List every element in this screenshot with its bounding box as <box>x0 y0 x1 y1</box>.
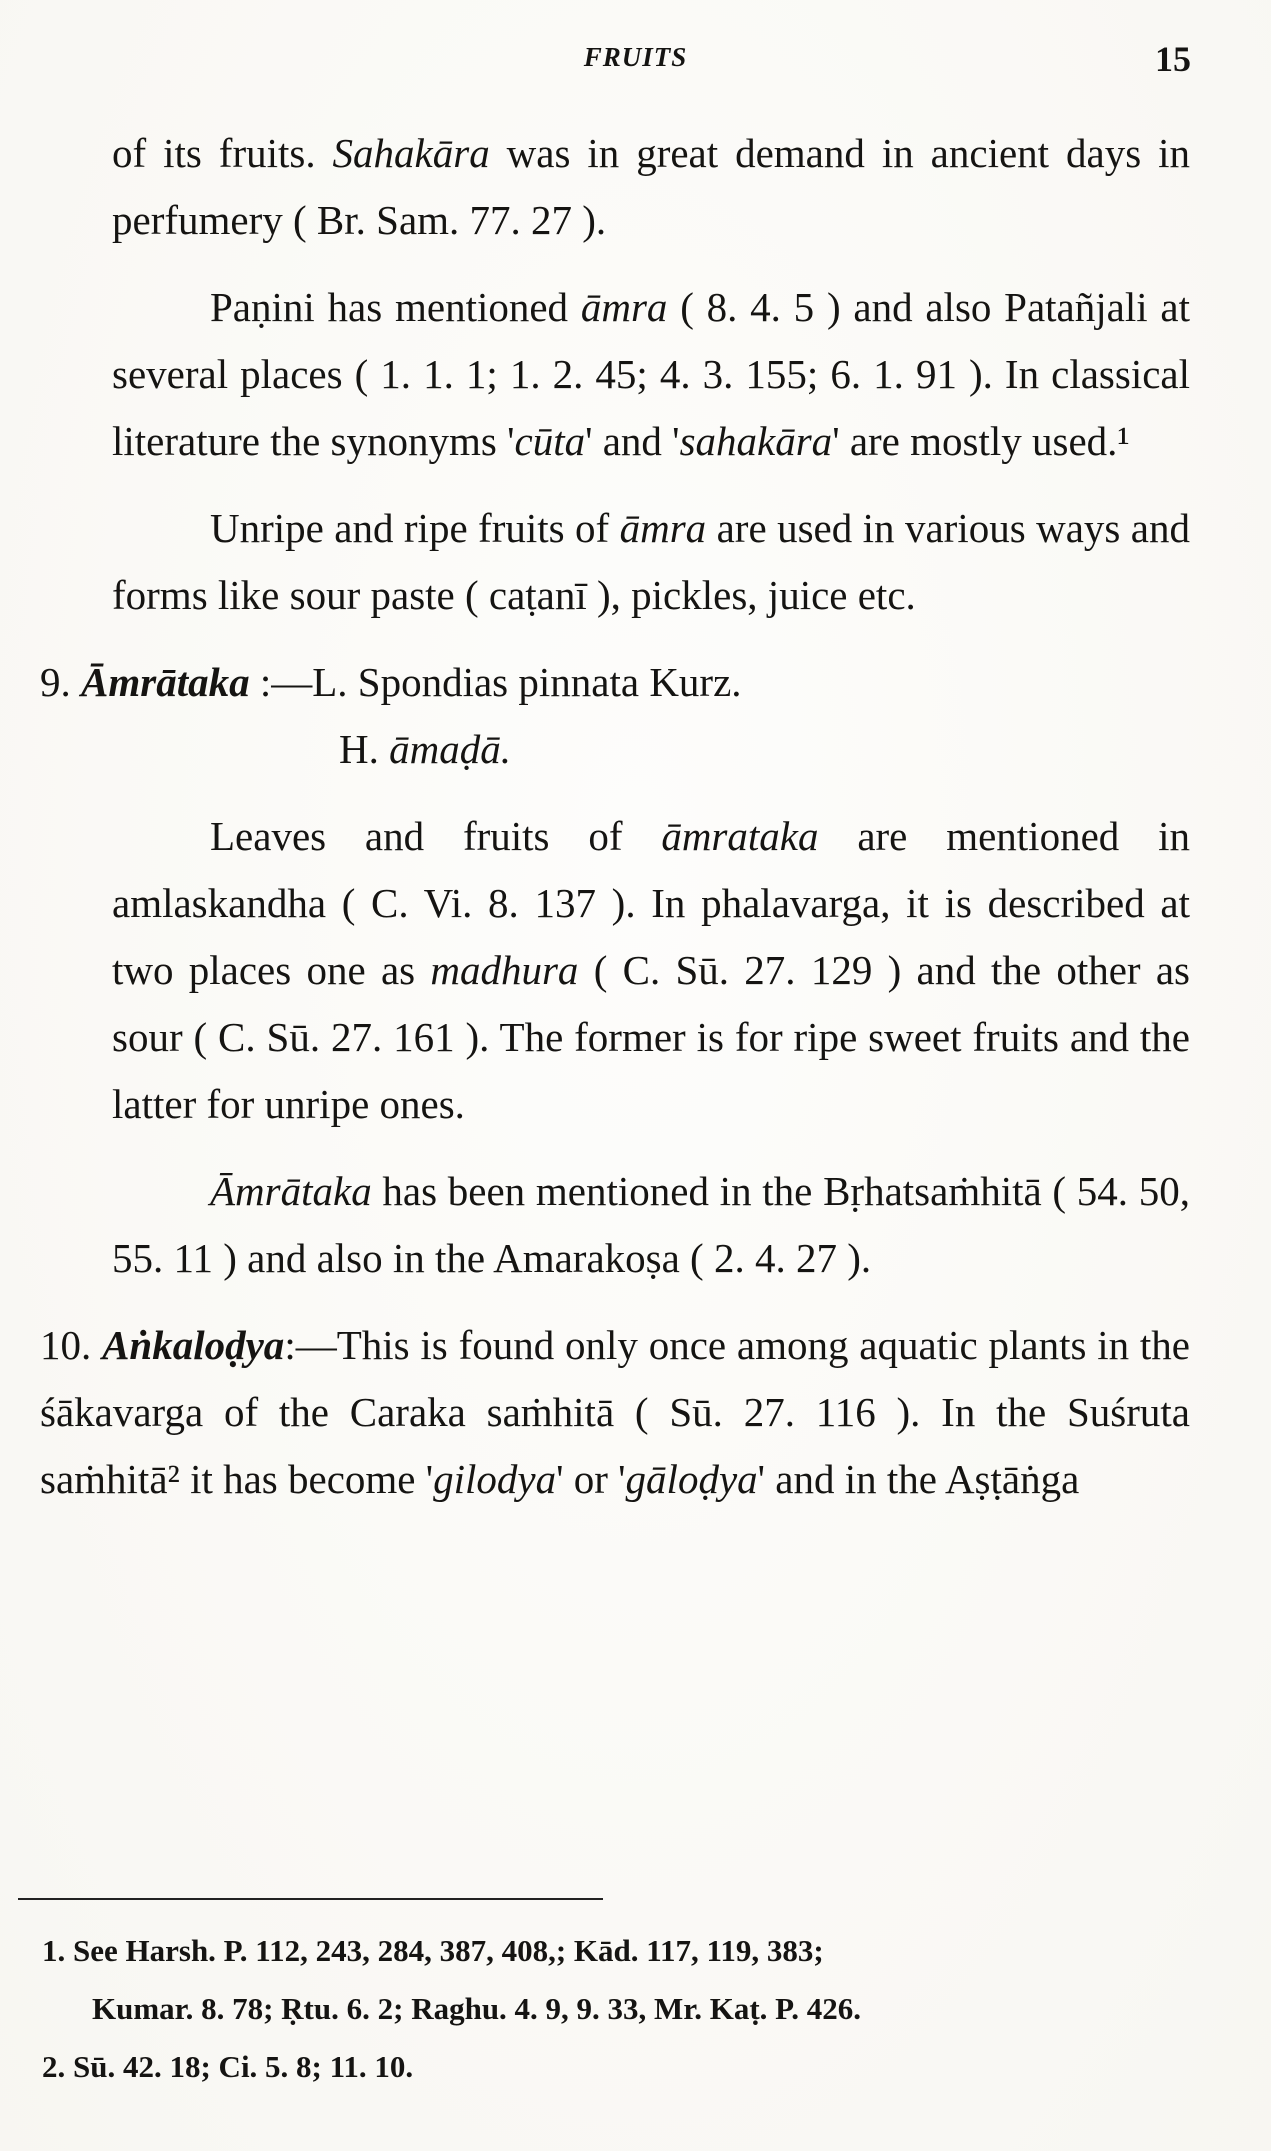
footnote-2: 2. Sū. 42. 18; Ci. 5. 8; 11. 10. <box>42 2049 414 2084</box>
paragraph-amrataka-mentions: Āmrātaka has been mentioned in the Bṛhatsaṁhitā ( 54. 50, 55. 11 ) and also in the Amarakoṣa ( 2. 4. 27 ). <box>112 1168 1190 1281</box>
hindi-label: H. <box>339 726 379 772</box>
italic-term: āmra <box>619 505 707 551</box>
italic-term: āmrataka <box>661 813 819 859</box>
entry-separator: :— <box>284 1322 337 1368</box>
entry-term: Āmrātaka <box>81 659 250 705</box>
footnote-1-line-1: 1. See Harsh. P. 112, 243, 284, 387, 408,; Kād. 117, 119, 383; <box>42 1933 824 1968</box>
paragraph-amrataka-leaves: Leaves and fruits of āmrataka are mentioned in amlaskandha ( C. Vi. 8. 137 ). In phalavarga, it is described at two places one as madhura ( C. Sū. 27. 129 ) and the other as sour ( C. Sū. 27. 161 ). The former is for ripe sweet fruits and the latter for unripe ones. <box>112 813 1190 1127</box>
entry-number: 10. <box>40 1322 92 1368</box>
italic-term: cūta <box>514 418 586 464</box>
paragraph-unripe-ripe: Unripe and ripe fruits of āmra are used in various ways and forms like sour paste ( caṭanī ), pickles, juice etc. <box>112 505 1190 618</box>
italic-term: sahakāra <box>679 418 833 464</box>
entry-number: 9. <box>40 659 71 705</box>
entry-text: This is found only once among aquatic plants in the śākavarga of the Caraka saṁhitā ( Sū. 27. 116 ). In the Suśruta saṁhitā² it has become 'gilodya' or 'gāloḍya' and in the Aṣṭāṅga <box>40 1322 1191 1502</box>
footnote-1-line-2: Kumar. 8. 78; Ṛtu. 6. 2; Raghu. 4. 9, 9. 33, Mr. Kaṭ. P. 426. <box>92 1991 862 2026</box>
body-text <box>40 120 1191 1513</box>
hindi-word: āmaḍā. <box>389 726 511 772</box>
italic-term: gāloḍya <box>625 1456 758 1502</box>
italic-term: Sahakāra <box>332 130 490 176</box>
paragraph-panini: Paṇini has mentioned āmra ( 8. 4. 5 ) and also Patañjali at several places ( 1. 1. 1; 1. 2. 45; 4. 3. 155; 6. 1. 91 ). In classical literature the synonyms 'cūta' and 'sahakāra' are mostly used.¹ <box>112 284 1190 464</box>
entry-ankalodya <box>40 1312 1190 1513</box>
page-number: 15 <box>1155 39 1191 79</box>
entry-separator: :— <box>249 659 313 705</box>
footnotes <box>42 1922 1192 2096</box>
running-title: FRUITS <box>583 42 688 72</box>
paragraph-sahakara: of its fruits. Sahakāra was in great demand in ancient days in perfumery ( Br. Sam. 77. 27 ). <box>112 130 1190 243</box>
entry-term: Aṅkaloḍya <box>102 1322 285 1368</box>
running-header <box>0 38 1271 78</box>
entry-amrataka-heading <box>40 649 1190 716</box>
italic-term: madhura <box>430 947 579 993</box>
italic-term: āmra <box>580 284 668 330</box>
entry-latin-name: L. Spondias pinnata Kurz. <box>312 659 742 705</box>
italic-term: gilodya <box>433 1456 557 1502</box>
footnote-divider <box>18 1898 603 1900</box>
entry-hindi-name <box>112 716 1190 783</box>
italic-term: Āmrātaka <box>210 1168 372 1214</box>
